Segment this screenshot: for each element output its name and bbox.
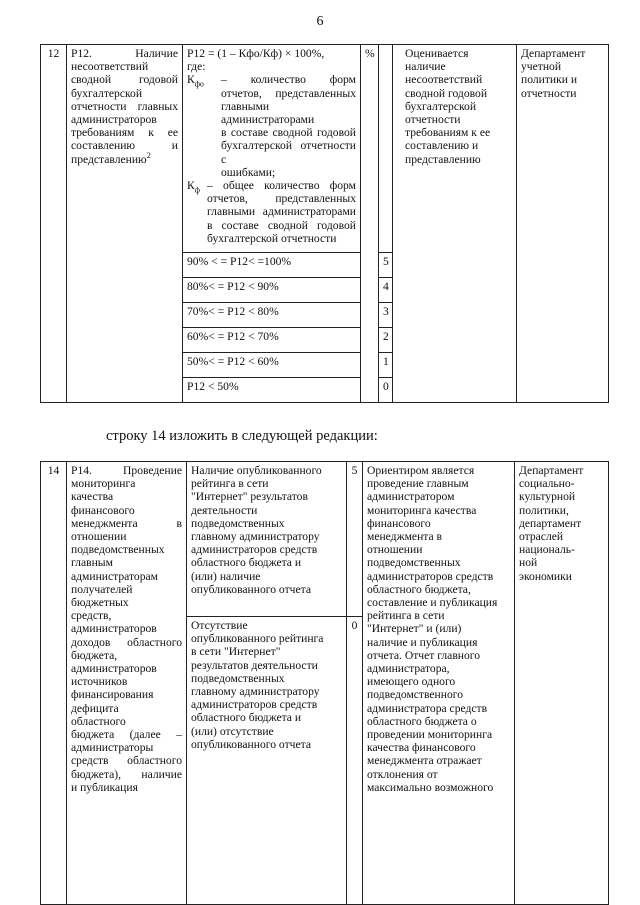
row14-condition1-line: администраторов средств	[191, 543, 318, 557]
row14-comment-line: наличие и публикация	[367, 635, 478, 649]
row12-comment-line: представлению	[405, 152, 481, 166]
row12-indicator-line: требованиям к ее	[71, 126, 178, 140]
row14-condition2-line: (или) отсутствие	[191, 724, 274, 738]
kfo-subscript: фо	[194, 79, 204, 89]
row12-formula-cell	[183, 45, 361, 253]
row14-condition1-line: Наличие опубликованного	[191, 464, 322, 477]
row14-comment-line: областного бюджета,	[367, 582, 471, 596]
row14-comment-line: областного бюджета о	[367, 714, 477, 728]
row14-condition1-line: "Интернет" результатов	[191, 490, 308, 504]
row12-department-line: Департамент	[521, 47, 586, 60]
row14-comment-line: подведомственных	[367, 556, 461, 570]
row12-comment	[393, 45, 517, 403]
row14-department	[515, 462, 609, 905]
row12-comment-line: бухгалтерской	[405, 99, 477, 113]
row12-comment-line: наличие	[405, 60, 446, 74]
row12-department-line: учетной	[521, 60, 562, 74]
row14-comment-line: имеющего одного	[367, 675, 456, 689]
row14-indicator-line: финансового	[71, 503, 135, 517]
row12-kfo-line: в составе сводной годовой	[221, 126, 356, 140]
row14-indicator-line: доходов областного	[71, 635, 182, 649]
row14-comment-line: проведение главным	[367, 477, 469, 491]
row12-comment-line: несоответствий	[405, 73, 483, 87]
row12-comment-line: требованиям к ее	[405, 126, 491, 140]
row12-score-header	[379, 45, 393, 253]
footnote-marker: 2	[146, 150, 151, 160]
row14-department-line: экономики	[519, 569, 572, 583]
amendment-instruction: строку 14 изложить в следующей редакции:	[106, 428, 378, 444]
row14-condition2-line: в сети "Интернет"	[191, 645, 281, 659]
row12-number: 12	[41, 45, 67, 403]
row14-department-line: культурной	[519, 490, 576, 504]
row14-comment-line: менеджмента в	[367, 530, 443, 544]
row14-department-line: департамент	[519, 516, 582, 530]
row14-condition2-line: результатов деятельности	[191, 658, 318, 672]
row14-department-line: Департамент	[519, 464, 584, 477]
row14-number: 14	[41, 462, 67, 905]
row12-kf-definition	[187, 179, 356, 245]
row12-kf-line: отчетов, представленных	[207, 192, 356, 206]
row14-indicator-line: финансирования	[71, 688, 154, 702]
scoring-condition: 90% < = Р12< =100%	[183, 253, 361, 278]
row14-comment-line: отклонения от	[367, 767, 438, 781]
row14-indicator-line: качества	[71, 490, 114, 504]
row14-indicator-line: администраторов	[71, 662, 157, 676]
scoring-score: 5	[379, 253, 393, 278]
scoring-condition: 80%< = Р12 < 90%	[183, 278, 361, 303]
row14-indicator-line: областного	[71, 714, 126, 728]
row12-kf-line: главными администраторами	[207, 205, 356, 219]
row14-condition2-line: опубликованного рейтинга	[191, 632, 324, 646]
row12-indicator-line: составлению и	[71, 139, 178, 153]
row12-kfo-line: бухгалтерской отчетности с	[221, 139, 356, 166]
row14-comment-line: максимально возможного	[367, 780, 494, 794]
row14-comment	[363, 462, 515, 905]
row14-indicator-line: средств областного	[71, 754, 182, 768]
row14-condition2-line: главному администратору	[191, 685, 320, 699]
row12-kfo-line: ошибками;	[221, 165, 276, 179]
row14-comment-line: составление и публикация	[367, 596, 498, 610]
row14-department-line: ной	[519, 556, 538, 570]
row14-condition2-line: администраторов средств	[191, 698, 318, 712]
page-number: 6	[316, 14, 324, 29]
row14-indicator-line: получателей	[71, 582, 133, 596]
row12-indicator-line: Р12. Наличие	[71, 47, 178, 60]
row14-condition2-line: областного бюджета и	[191, 711, 302, 725]
row14-condition1-line: рейтинга в сети	[191, 477, 269, 491]
row14-indicator-line: дефицита	[71, 701, 119, 715]
row14-indicator	[67, 462, 187, 905]
row12-comment-line: Оценивается	[405, 47, 469, 60]
kfo-symbol: К	[187, 73, 195, 87]
indicator-table-row-14	[40, 461, 609, 905]
row14-indicator-line: подведомственных	[71, 543, 165, 557]
row14-comment-line: финансового	[367, 516, 431, 530]
row14-condition1-line: главному администратору	[191, 530, 320, 544]
row12-indicator-line: несоответствий	[71, 60, 149, 74]
row12-indicator-line: представлению$^2$	[71, 150, 151, 166]
row14-comment-line: проведении мониторинга	[367, 728, 493, 742]
row14-condition2-line: подведомственных	[191, 671, 285, 685]
indicator-table-row-12	[40, 44, 609, 403]
row14-indicator-line: Р14. Проведение	[71, 464, 182, 477]
row14-indicator-line: и публикация	[71, 780, 138, 794]
row14-condition2-line: опубликованного отчета	[191, 737, 311, 751]
row14-comment-line: администратора средств	[367, 701, 488, 715]
scoring-condition: 70%< = Р12 < 80%	[183, 303, 361, 328]
row14-condition-2	[187, 617, 347, 905]
row12-department	[517, 45, 609, 403]
row12-indicator-line: сводной годовой	[71, 73, 178, 87]
scoring-score: 4	[379, 278, 393, 303]
row14-condition1-line: областного бюджета и	[191, 556, 302, 570]
row14-comment-line: качества финансового	[367, 741, 476, 755]
kf-subscript: ф	[194, 185, 200, 195]
scoring-score: 3	[379, 303, 393, 328]
row14-indicator-line: главным	[71, 556, 113, 570]
row14-comment-line: подведомственного	[367, 688, 464, 702]
row14-indicator-line: отношении	[71, 530, 127, 544]
row14-comment-line: менеджмента отражает	[367, 754, 482, 768]
row14-indicator-line: мониторинга	[71, 477, 136, 491]
row12-kf-line: в составе сводной годовой	[207, 218, 356, 232]
row14-indicator-line: администраторы	[71, 741, 154, 755]
row12-comment-line: сводной годовой	[405, 86, 488, 100]
row12-kfo-line: отчетов, представленных	[221, 86, 356, 100]
row12-comment-line: отчетности	[405, 113, 461, 127]
row12-indicator-line: администраторов	[71, 113, 157, 127]
row14-indicator-line: источников	[71, 675, 128, 689]
row12-kf-line: – общее количество форм	[207, 179, 356, 193]
row12-formula: Р12 = (1 – Кфо/Кф) × 100%,	[187, 47, 325, 60]
row12-department-line: отчетности	[521, 86, 577, 100]
row14-score-1: 5	[347, 462, 363, 617]
kf-symbol: К	[187, 179, 195, 193]
row12-kf-line: бухгалтерской отчетности	[207, 231, 337, 245]
row12-indicator-line: отчетности главных	[71, 99, 178, 113]
scoring-condition: 60%< = Р12 < 70%	[183, 328, 361, 353]
row14-indicator-line: бюджетных	[71, 596, 129, 610]
row12-indicator-line: бухгалтерской	[71, 86, 143, 100]
scoring-score: 2	[379, 328, 393, 353]
row14-comment-line: рейтинга в сети	[367, 609, 445, 623]
row12-department-line: политики и	[521, 73, 578, 87]
row14-indicator-line: бюджета (далее –	[71, 728, 182, 742]
row14-comment-line: администратором	[367, 490, 455, 504]
row14-comment-line: администратора,	[367, 662, 450, 676]
row14-comment-line: мониторинга качества	[367, 503, 477, 517]
row14-condition2-line: Отсутствие	[191, 619, 248, 632]
row12-main	[41, 45, 609, 253]
row14-condition-1	[187, 462, 347, 617]
scoring-score: 1	[379, 353, 393, 378]
row14-indicator-line: средств,	[71, 609, 112, 623]
row12-kfo-line: главными администраторами	[221, 99, 315, 127]
row12-comment-line: составлению и	[405, 139, 479, 153]
row14-department-line: социально-	[519, 477, 575, 491]
row14-comment-line: администраторов средств	[367, 569, 494, 583]
row12-where: где:	[187, 60, 206, 74]
row14-indicator-line: бюджета), наличие	[71, 767, 182, 781]
row14-condition1-line: подведомственных	[191, 516, 285, 530]
scoring-condition: 50%< = Р12 < 60%	[183, 353, 361, 378]
row14-comment-line: Ориентиром является	[367, 464, 475, 477]
row14-department-line: отраслей	[519, 530, 564, 544]
row12-kfo-line: – количество форм	[221, 73, 356, 87]
row14-department-line: националь-	[519, 543, 575, 557]
row14-indicator-line: администраторам	[71, 569, 158, 583]
row14-score-2: 0	[347, 617, 363, 905]
row14-main	[41, 462, 609, 617]
scoring-condition: Р12 < 50%	[183, 378, 361, 403]
row14-comment-line: отношении	[367, 543, 423, 557]
row14-comment-line: отчета. Отчет главного	[367, 648, 481, 662]
row14-condition1-line: (или) наличие	[191, 569, 261, 583]
scoring-score: 0	[379, 378, 393, 403]
row12-indicator	[67, 45, 183, 403]
row14-indicator-line: администраторов	[71, 622, 157, 636]
row14-condition1-line: деятельности	[191, 503, 258, 517]
row14-indicator-line: менеджмента в	[71, 516, 182, 530]
row14-indicator-line: бюджета,	[71, 648, 118, 662]
row12-kfo-definition	[187, 73, 356, 179]
row14-condition1-line: опубликованного отчета	[191, 582, 311, 596]
row14-department-line: политики,	[519, 503, 569, 517]
row12-unit: %	[361, 45, 379, 403]
row14-comment-line: "Интернет" и (или)	[367, 622, 462, 636]
